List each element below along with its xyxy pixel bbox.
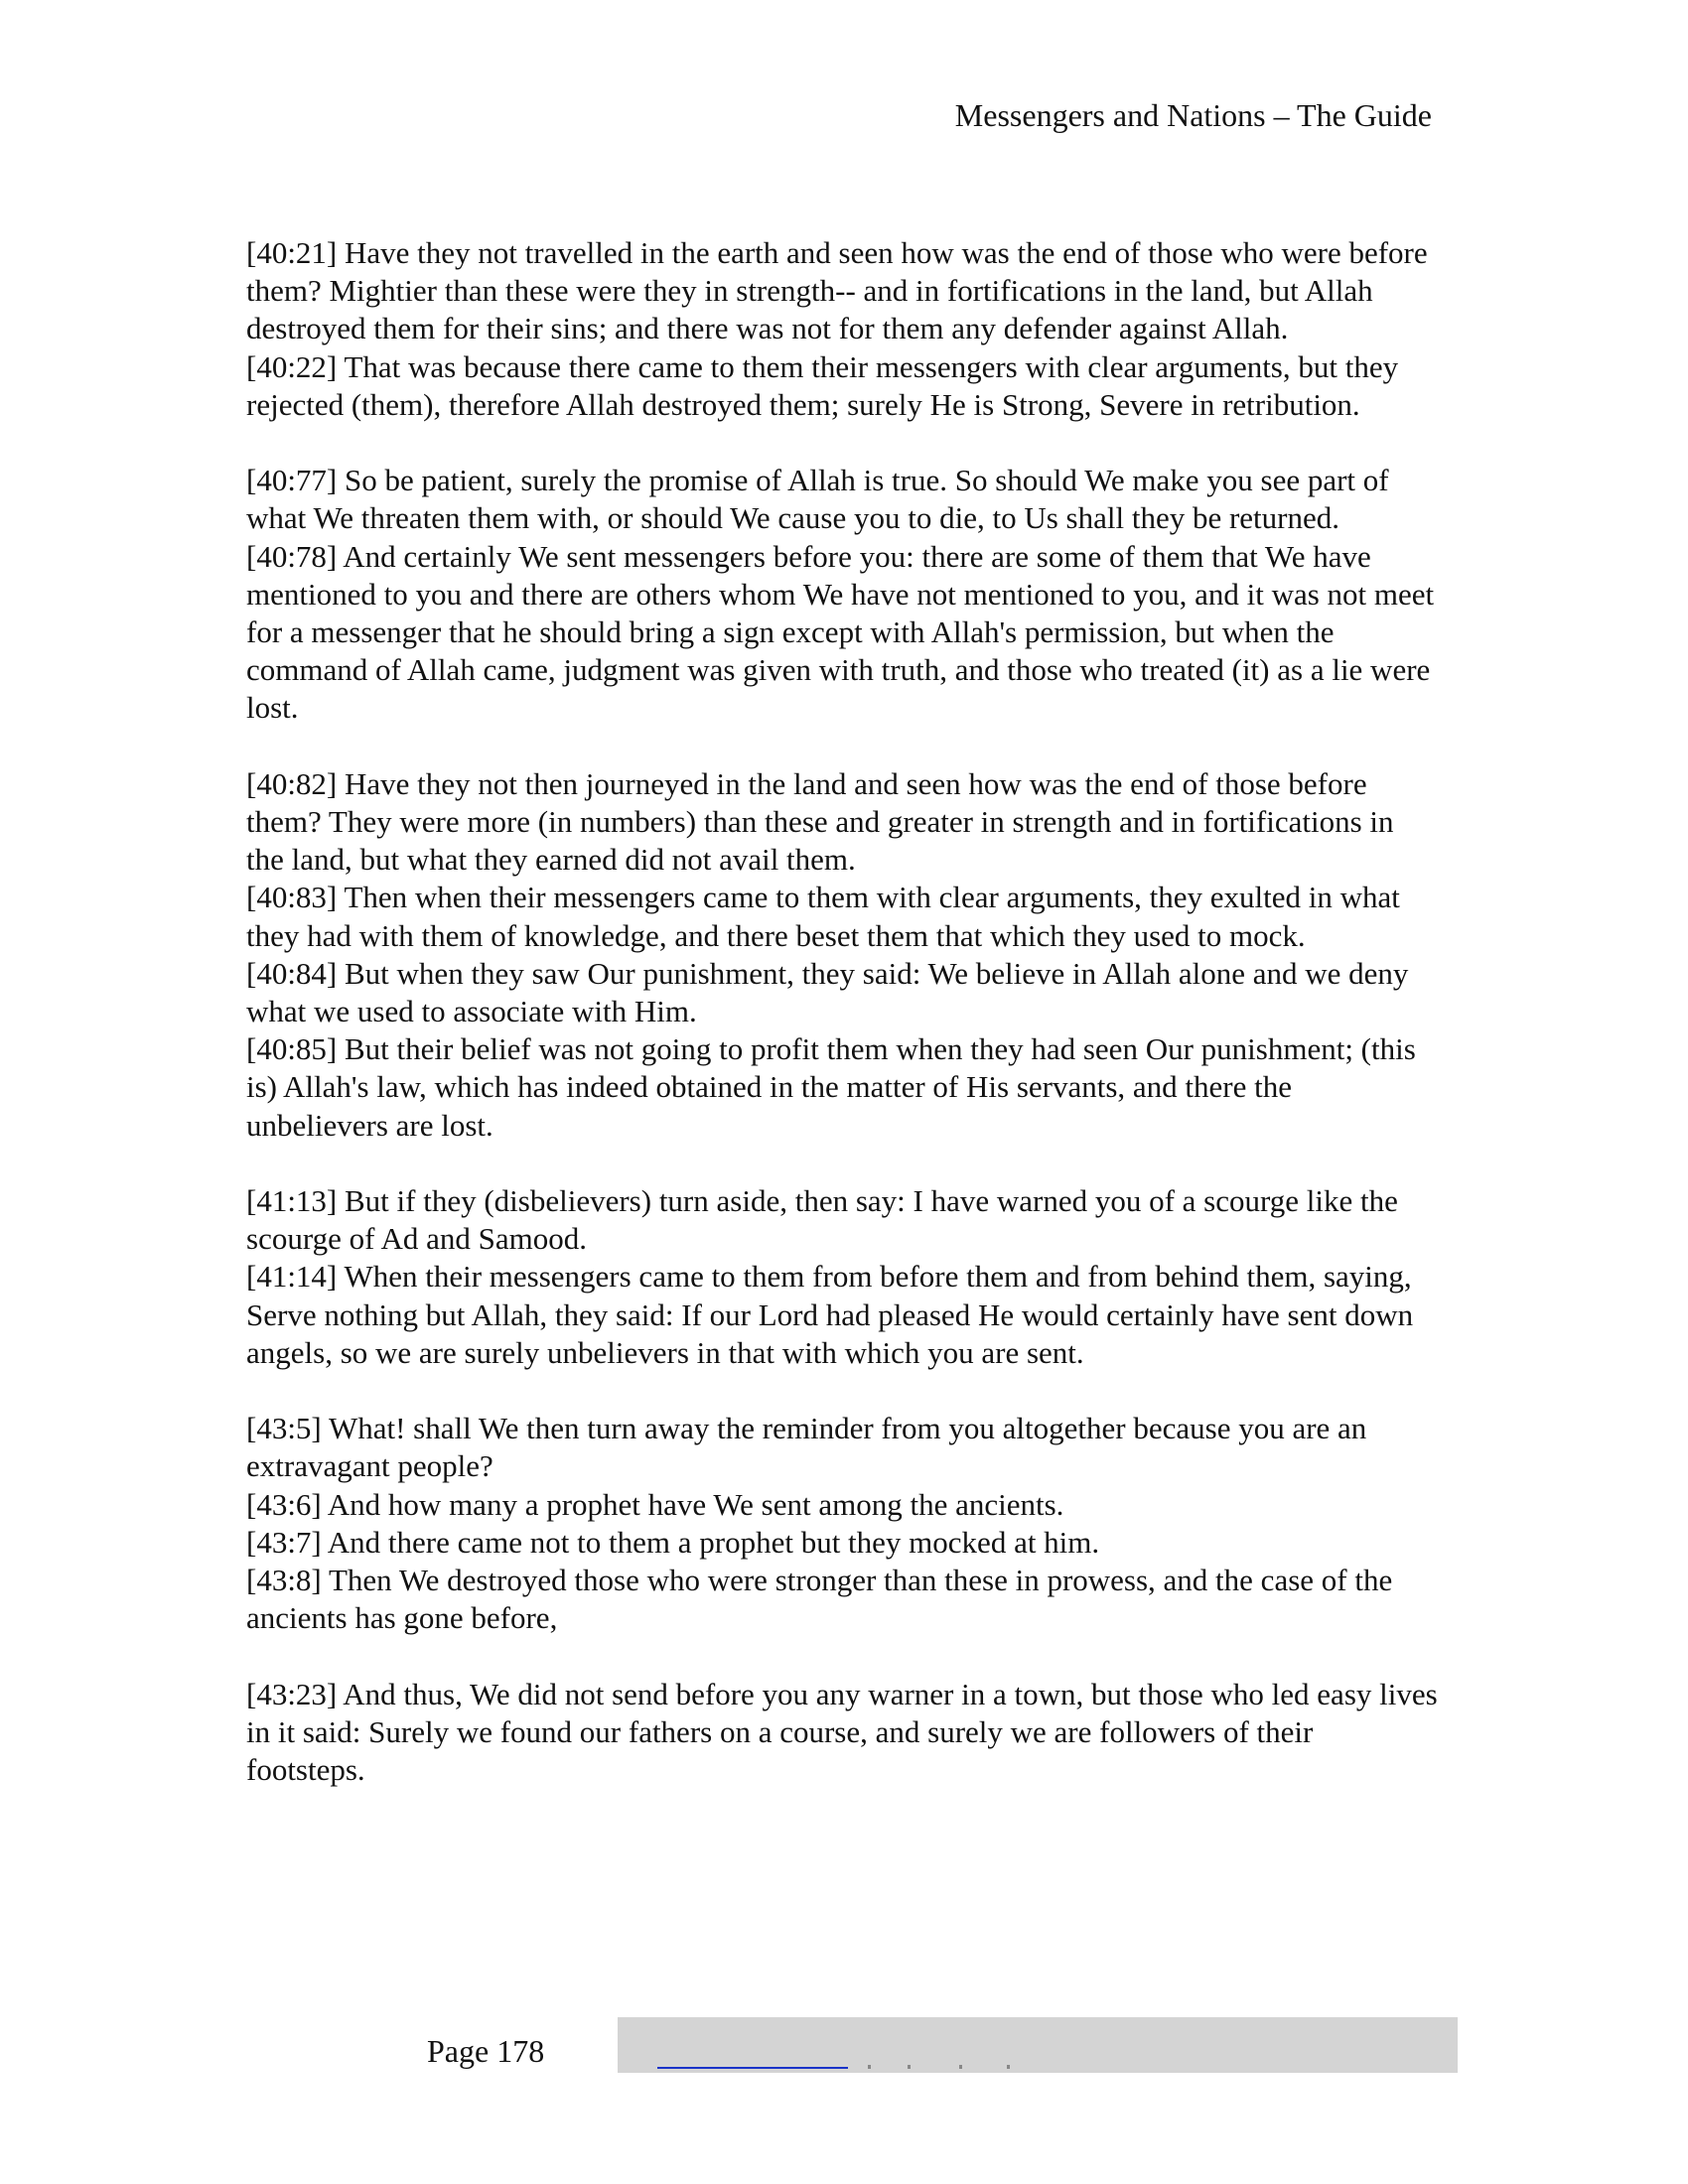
verse-text: [40:78] And certainly We sent messengers before you: there are some of them that We have mentioned to you and there are others whom We have not mentioned to you, and it was not meet for a messenger that he should bring a sign except with Allah's permission, but when the command of Allah came, judgment was given with truth, and those who treated (it) as a lie were lost.: [246, 538, 1435, 726]
verse-text: [43:5] What! shall We then turn away the reminder from you altogether because you are an extravagant people?: [246, 1411, 1367, 1484]
verse-group: [246, 234, 1438, 424]
verse-text: [40:82] Have they not then journeyed in the land and seen how was the end of those before them? They were more (in numbers) than these and greater in strength and in fortifications in the land, but what they earned did not avail them.: [246, 765, 1394, 878]
verse-group: [246, 1410, 1438, 1637]
running-header: Messengers and Nations – The Guide: [954, 97, 1432, 133]
verse-text: [40:77] So be patient, surely the promise of Allah is true. So should We make you see part of what We threaten them with, or should We cause you to die, to Us shall they be returned.: [246, 463, 1389, 536]
footer-bar: [618, 2017, 1458, 2073]
page-number: Page 178: [427, 2033, 545, 2069]
page-body: [246, 234, 1438, 1827]
verse-group: [246, 1182, 1438, 1372]
verse-text: [43:8] Then We destroyed those who were stronger than these in prowess, and the case of the ancients has gone before,: [246, 1563, 1393, 1636]
verse-text: [40:85] But their belief was not going to profit them when they had seen Our punishment; (this is) Allah's law, which has indeed obtained in the matter of His servants, and there the unbelievers are lost.: [246, 1031, 1416, 1143]
verse-group: [246, 1676, 1438, 1790]
verse-text: [43:23] And thus, We did not send before you any warner in a town, but those who led easy lives in it said: Surely we found our fathers on a course, and surely we are followers of their footsteps.: [246, 1676, 1438, 1788]
verse-text: [43:6] And how many a prophet have We sent among the ancients.: [246, 1486, 1064, 1522]
verse-text: [41:14] When their messengers came to them from before them and from behind them, saying, Serve nothing but Allah, they said: If our Lord had pleased He would certainly have sent down angels, so we are surely unbelievers in that with which you are sent.: [246, 1259, 1414, 1370]
verse-text: [40:84] But when they saw Our punishment, they said: We believe in Allah alone and we deny what we used to associate with Him.: [246, 955, 1409, 1029]
verse-text: [41:13] But if they (disbelievers) turn aside, then say: I have warned you of a scourge like the scourge of Ad and Samood.: [246, 1183, 1398, 1257]
verse-text: [43:7] And there came not to them a prophet but they mocked at him.: [246, 1524, 1100, 1560]
footer-faint-text: [864, 2065, 1023, 2069]
verse-text: [40:22] That was because there came to them their messengers with clear arguments, but they rejected (them), therefore Allah destroyed them; surely He is Strong, Severe in retribution.: [246, 348, 1399, 422]
footer-link[interactable]: [657, 2067, 848, 2069]
verse-text: [40:83] Then when their messengers came to them with clear arguments, they exulted in what they had with them of knowledge, and there beset them that which they used to mock.: [246, 880, 1400, 953]
verse-group: [246, 462, 1438, 727]
verse-group: [246, 765, 1438, 1145]
verse-text: [40:21] Have they not travelled in the earth and seen how was the end of those who were before them? Mightier than these were they in strength-- and in fortifications in the land, but Allah destroyed them for their sins; and there was not for them any defender against Allah.: [246, 235, 1428, 346]
